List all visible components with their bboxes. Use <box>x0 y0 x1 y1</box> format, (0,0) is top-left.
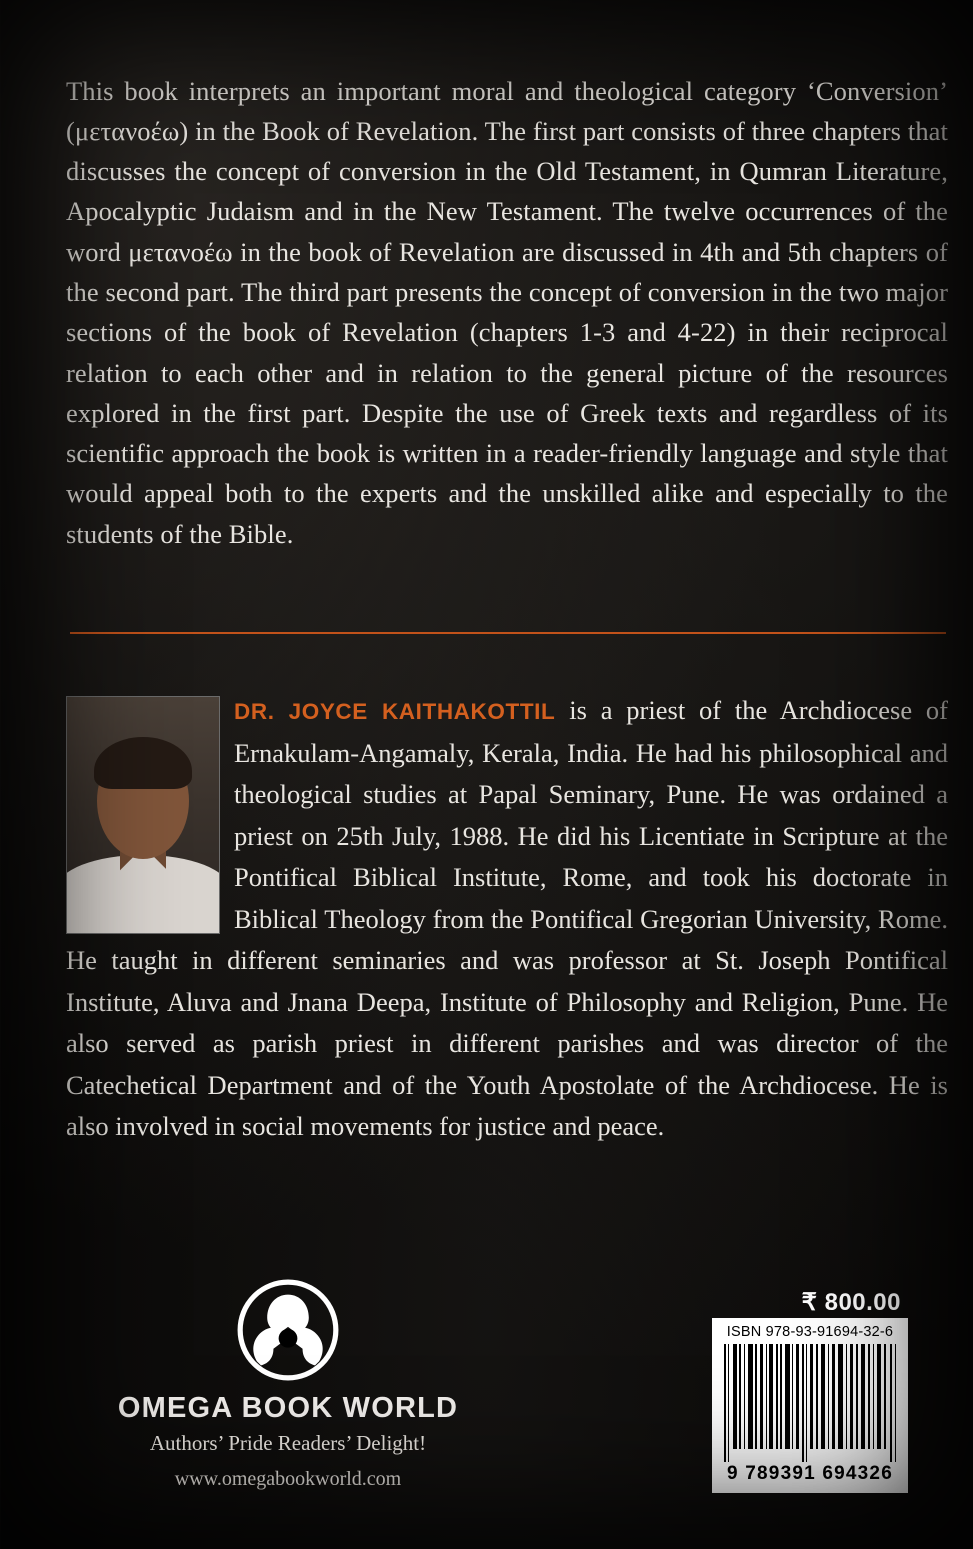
publisher-block <box>78 1278 498 1491</box>
publisher-tagline: Authors’ Pride Readers’ Delight! <box>149 1431 427 1455</box>
barcode-icon <box>720 1344 900 1462</box>
isbn-number: ISBN 978-93-91694-32-6 <box>726 1324 894 1340</box>
isbn-barcode-block <box>712 1318 908 1493</box>
author-bio: is a priest of the Archdiocese of Ernakulam-Angamaly, Kerala, India. He had his philosophical and theological studies at Papal Seminary, Pune. He was ordained a priest on 25th July, 1988. He did his Licentiate in Scripture at the Pontifical Biblical Institute, Rome, and took his doctorate in Biblical Theology from the Pontifical Gregorian University, Rome. He taught in different seminaries and was professor at St. Joseph Pontifical Institute, Aluva and Jnana Deepa, Institute of Philosophy and Religion, Pune. He also served as parish priest in different parishes and was director of the Catechetical Department and of the Youth Apostolate of the Archdiocese. He is also involved in social movements for justice and peace. <box>66 695 949 1141</box>
publisher-website: www.omegabookworld.com <box>174 1468 402 1490</box>
publisher-name: OMEGA BOOK WORLD <box>117 1392 459 1424</box>
price-label: ₹ 800.00 <box>801 1289 901 1316</box>
section-divider <box>70 632 946 634</box>
author-name: DR. JOYCE KAITHAKOTTIL <box>234 699 556 724</box>
book-blurb: This book interprets an important moral and theological category ‘Conversion’ (μετανοέω) in the Book of Revelation. The first part consists of three chapters that discusses the concept of conversion in the Old Testament, in Qumran Literature, Apocalyptic Judaism and in the New Testament. The twelve occurrences of the word μετανοέω in the book of Revelation are discussed in 4th and 5th chapters of the second part. The third part presents the concept of conversion in the two major sections of the book of Revelation (chapters 1-3 and 4-22) in their reciprocal relation to each other and in relation to the general picture of the resources explored in the first part. Despite the use of Greek texts and regardless of its scientific approach the book is written in a reader-friendly language and style that would appeal both to the experts and the unskilled alike and especially to the students of the Bible. <box>66 75 948 549</box>
omega-trefoil-logo-icon <box>236 1278 340 1382</box>
author-section <box>66 690 948 1148</box>
author-photo <box>66 696 220 934</box>
barcode-digits: 9 789391 694326 <box>727 1463 893 1484</box>
